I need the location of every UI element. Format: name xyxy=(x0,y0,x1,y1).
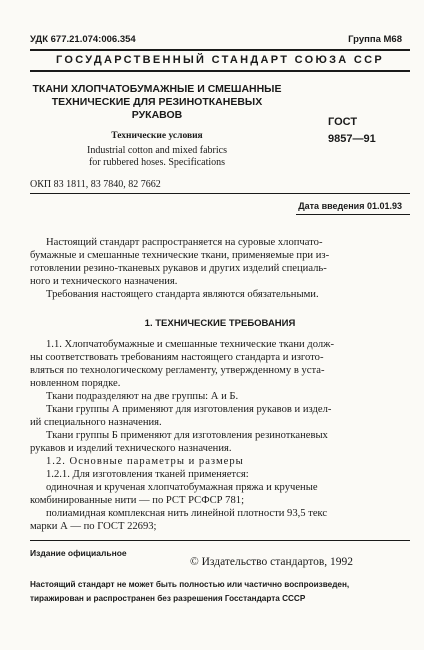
body-line: 1.2.1. Для изготовления тканей применяется: xyxy=(46,469,249,480)
body-line: вляться по технологическому регламенту, утвержденному в уста- xyxy=(30,365,325,376)
group-code: Группа М68 xyxy=(348,34,402,45)
section-body xyxy=(30,338,402,533)
body-line: новленном порядке. xyxy=(30,378,121,389)
intro-line: ного и технического назначения. xyxy=(30,276,178,287)
intro-line: готовлении резино-тканевых рукавов и других изделий специаль- xyxy=(30,263,327,274)
top-rule xyxy=(30,49,410,51)
document-subtitle: Технические условия xyxy=(111,131,203,141)
body-line: одиночная и крученая хлопчатобумажная пряжа и крученые xyxy=(46,482,318,493)
banner-rule xyxy=(30,70,410,72)
body-line: ны соответствовать требованиям настоящего стандарта и изгото- xyxy=(30,352,324,363)
body-line: Ткани подразделяют на две группы: А и Б. xyxy=(46,391,239,402)
reproduction-notice: Настоящий стандарт не может быть полностью или частично воспроизведен, xyxy=(30,580,350,589)
section-title: 1. ТЕХНИЧЕСКИЕ ТРЕБОВАНИЯ xyxy=(144,318,296,329)
udk-code: УДК 677.21.074:006.354 xyxy=(30,34,136,45)
document-title xyxy=(30,83,284,122)
date-underline xyxy=(296,214,410,215)
okp-codes: ОКП 83 1811, 83 7840, 82 7662 xyxy=(30,179,161,190)
title-line: ТЕХНИЧЕСКИЕ ДЛЯ РЕЗИНОТКАНЕВЫХ xyxy=(51,96,263,108)
body-line: полиамидная комплексная нить линейной плотности 93,5 текс xyxy=(46,508,328,519)
title-line: ТКАНИ ХЛОПЧАТОБУМАЖНЫЕ И СМЕШАННЫЕ xyxy=(32,83,282,95)
title-line: РУКАВОВ xyxy=(131,109,183,121)
footer-rule xyxy=(30,540,410,541)
reproduction-notice: тиражирован и распространен без разрешения Госстандарта СССР xyxy=(30,594,306,603)
effective-date: Дата введения 01.01.93 xyxy=(298,201,402,211)
okp-rule xyxy=(30,193,410,194)
body-line: Ткани группы А применяют для изготовления рукавов и издел- xyxy=(46,404,332,415)
intro-line: Требования настоящего стандарта являются обязательными. xyxy=(46,289,319,300)
body-line: марки А — по ГОСТ 22693; xyxy=(30,521,157,532)
english-title-line: for rubbered hoses. Specifications xyxy=(88,157,226,168)
body-line: комбинированные нити — по РСТ РСФСР 781; xyxy=(30,495,245,506)
body-line: Ткани группы Б применяют для изготовления резинотканевых xyxy=(46,430,328,441)
english-title-line: Industrial cotton and mixed fabrics xyxy=(87,145,227,156)
body-line: 1.1. Хлопчатобумажные и смешанные технические ткани долж- xyxy=(46,339,334,350)
intro-line: бумажные и смешанные технические ткани, применяемые при из- xyxy=(30,250,330,261)
english-title xyxy=(30,145,284,169)
intro-line: Настоящий стандарт распространяется на суровые хлопчато- xyxy=(46,237,323,248)
body-line: 1.2. Основные параметры и размеры xyxy=(46,456,244,467)
official-edition: Издание официальное xyxy=(30,548,127,558)
gost-number: 9857—91 xyxy=(328,133,376,145)
standard-banner: ГОСУДАРСТВЕННЫЙ СТАНДАРТ СОЮЗА ССР xyxy=(55,54,385,66)
body-line: рукавов и изделий технического назначения. xyxy=(30,443,232,454)
copyright: © Издательство стандартов, 1992 xyxy=(190,556,354,568)
body-line: ий специального назначения. xyxy=(30,417,162,428)
gost-label: ГОСТ xyxy=(328,116,358,128)
intro-text xyxy=(30,236,402,301)
